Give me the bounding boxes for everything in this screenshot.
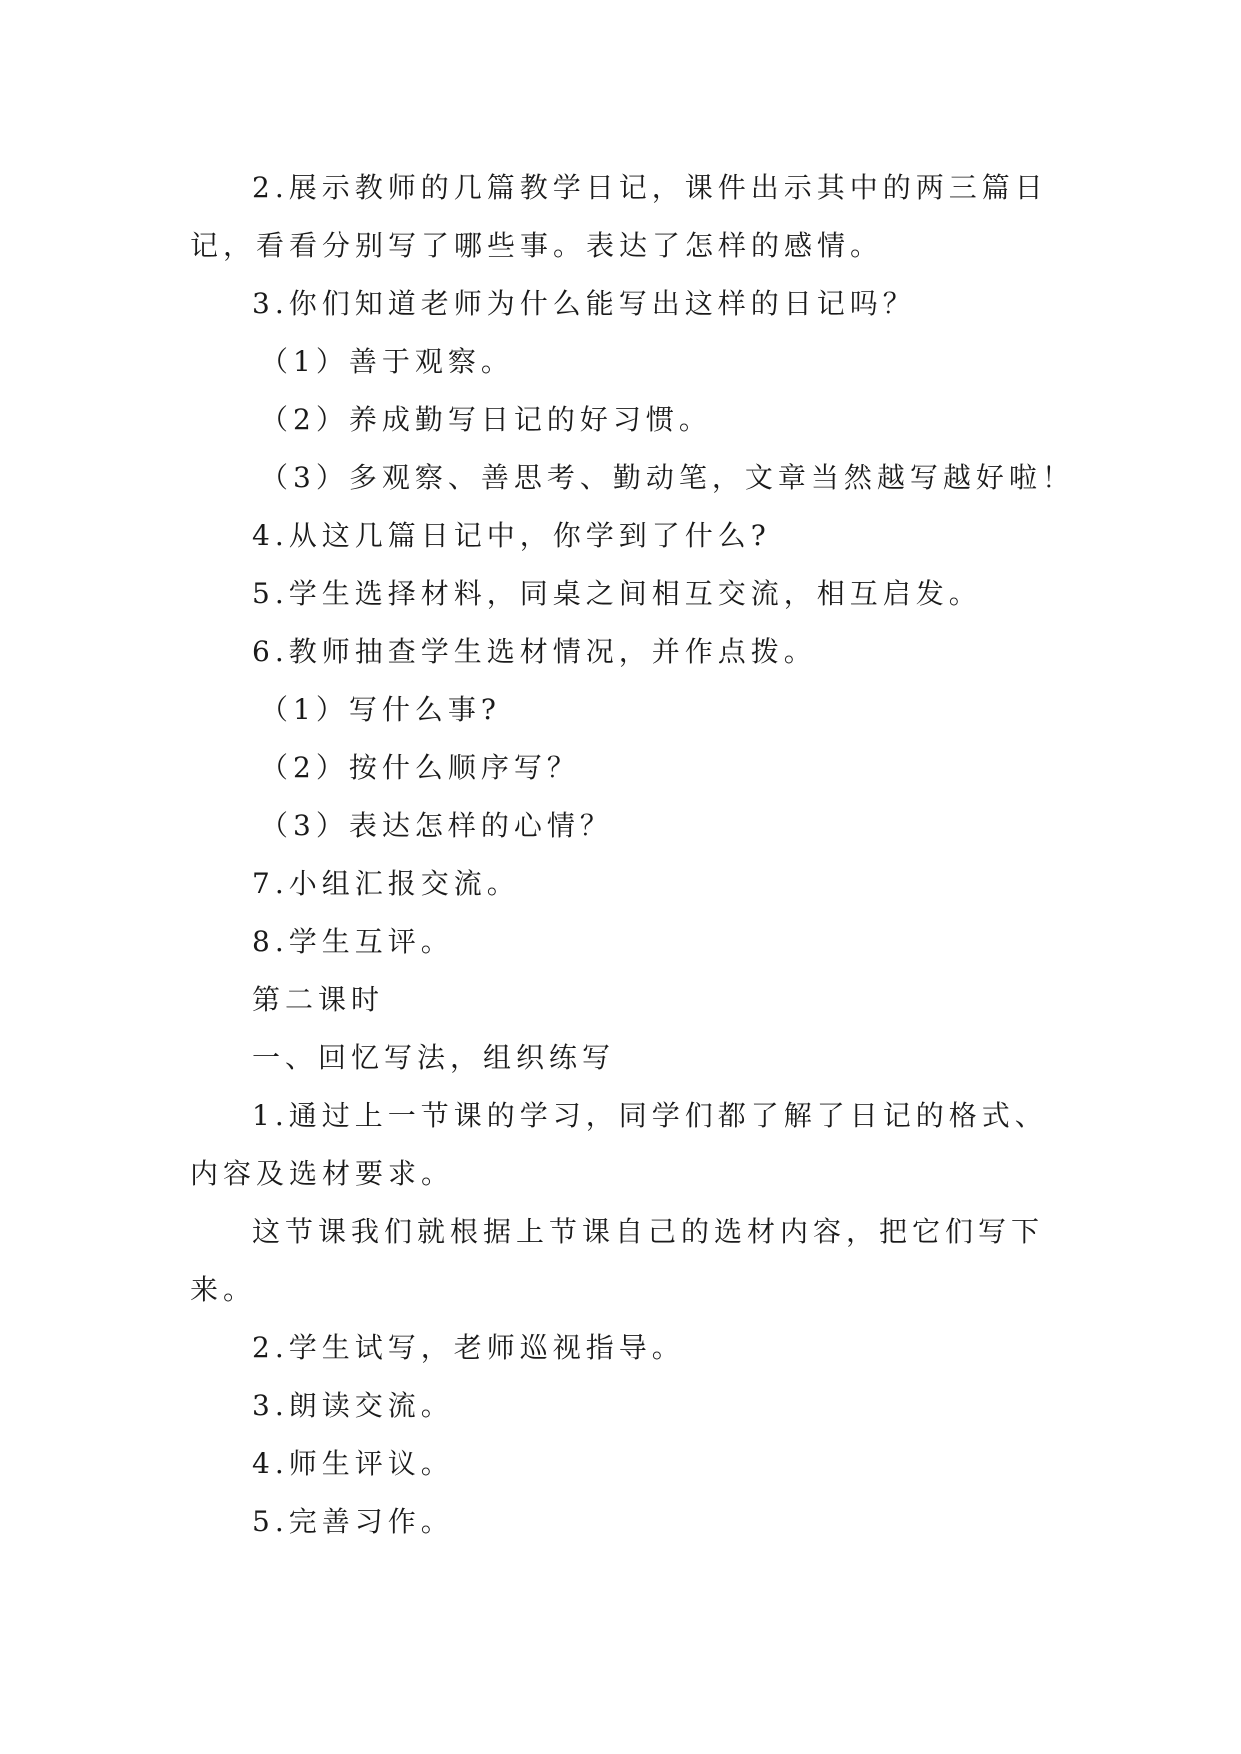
paragraph-line: 7.小组汇报交流。: [252, 867, 520, 900]
paragraph-line: 3.你们知道老师为什么能写出这样的日记吗？: [252, 287, 916, 320]
paragraph-line: 来。: [190, 1273, 257, 1306]
paragraph-line: 6.教师抽查学生选材情况，并作点拨。: [252, 635, 817, 668]
paragraph-line: 3.朗读交流。: [252, 1389, 454, 1422]
paragraph-line: 内容及选材要求。: [190, 1157, 455, 1190]
paragraph-line: 8.学生互评。: [252, 925, 454, 958]
paragraph-line: 5.学生选择材料，同桌之间相互交流，相互启发。: [252, 577, 982, 610]
section-subheading: 一、回忆写法，组织练写: [252, 1041, 616, 1074]
document-body: [190, 159, 1075, 1551]
paragraph-line: 4.从这几篇日记中，你学到了什么?: [252, 519, 771, 552]
sub-item-line: （2）养成勤写日记的好习惯。: [260, 403, 712, 436]
sub-item-line: （3）多观察、善思考、勤动笔，文章当然越写越好啦！: [260, 461, 1075, 494]
sub-item-line: （1）善于观察。: [260, 345, 514, 378]
sub-item-line: （1）写什么事?: [260, 693, 501, 726]
paragraph-line: 5.完善习作。: [252, 1505, 454, 1538]
paragraph-line: 4.师生评议。: [252, 1447, 454, 1480]
section-heading: 第二课时: [252, 983, 385, 1016]
paragraph-line: 这节课我们就根据上节课自己的选材内容，把它们写下: [252, 1215, 1045, 1248]
sub-item-line: （2）按什么顺序写？: [260, 751, 580, 784]
paragraph-line: 记，看看分别写了哪些事。表达了怎样的感情。: [190, 229, 884, 262]
paragraph-line: 1.通过上一节课的学习，同学们都了解了日记的格式、: [252, 1099, 1048, 1132]
sub-item-line: （3）表达怎样的心情？: [260, 809, 613, 842]
paragraph-line: 2.展示教师的几篇教学日记，课件出示其中的两三篇日: [252, 171, 1048, 204]
paragraph-line: 2.学生试写，老师巡视指导。: [252, 1331, 685, 1364]
